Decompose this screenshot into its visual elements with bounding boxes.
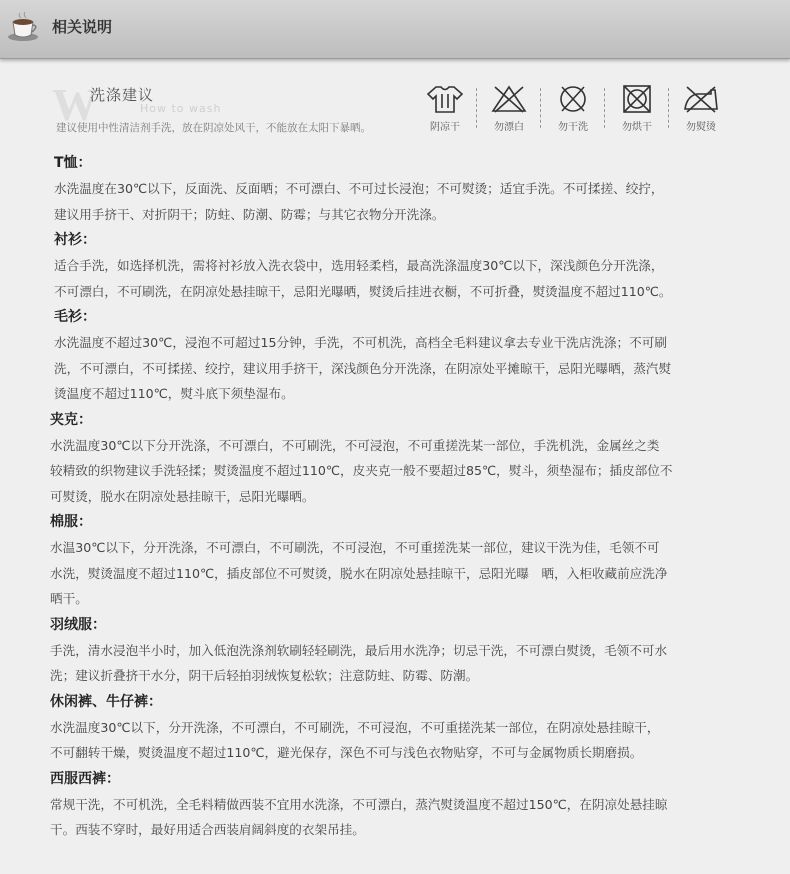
section-line: 手洗，清水浸泡半小时，加入低泡洗涤剂软刷轻轻刷洗，最后用水洗净；切忌干洗，不可漂白熨烫，毛领不可水 — [50, 642, 668, 658]
header-bar — [0, 0, 790, 59]
section-title: 夹克： — [50, 411, 92, 428]
care-item-no-iron — [676, 84, 726, 133]
section-down-jacket — [0, 612, 790, 689]
section-title: 羽绒服： — [50, 616, 106, 633]
section-tshirt — [0, 150, 790, 227]
wash-watermark: W — [52, 79, 96, 130]
care-label: 勿漂白 — [494, 122, 524, 133]
section-title: 衬衫： — [54, 232, 96, 248]
section-line: 不可翻转干燥，熨烫温度不超过110℃，避光保存，深色不可与浅色衣物贴穿，不可与金属物质长期磨损。 — [50, 745, 643, 760]
wash-description: 建议使用中性清洁剂手洗，放在阴凉处风干，不能放在太阳下暴晒。 — [56, 122, 371, 134]
divider — [476, 88, 477, 128]
section-line: 不可漂白，不可刷洗，在阴凉处悬挂晾干，忌阳光曝晒，熨烫后挂进衣橱，不可折叠，熨烫温度不超过110℃。 — [54, 283, 672, 299]
section-title: 西服西裤： — [50, 770, 120, 787]
section-line: 常规干洗，不可机洗，全毛料精做西装不宜用水洗涤，不可漂白，蒸汽熨烫温度不超过150℃，在阴凉处悬挂晾 — [50, 796, 668, 812]
divider — [668, 88, 669, 128]
divider — [540, 88, 541, 128]
section-title: 休闲裤、牛仔裤： — [50, 693, 162, 710]
section-line: 可熨烫，脱水在阴凉处悬挂晾干，忌阳光曝晒。 — [50, 488, 315, 504]
care-item-no-bleach — [484, 84, 534, 133]
care-label: 勿熨烫 — [686, 122, 716, 133]
section-title: T恤： — [54, 155, 92, 171]
section-line: 水洗温度30℃以下，分开洗涤，不可漂白，不可刷洗，不可浸泡，不可重搓洗某一部位，在阴凉处悬挂晾干， — [50, 719, 660, 735]
section-line: 洗，不可漂白，不可揉搓、绞拧，建议用手挤干，深浅颜色分开洗涤，在阴凉处平摊晾干，忌阳光曝晒，蒸汽熨 — [54, 360, 672, 376]
care-item-no-tumble-dry — [612, 84, 662, 133]
no-bleach-icon — [490, 84, 528, 114]
section-line: 晒干。 — [50, 591, 88, 606]
no-iron-icon — [681, 84, 721, 114]
care-label: 阴凉干 — [430, 122, 460, 133]
section-line: 水洗温度不超过30℃，浸泡不可超过15分钟，手洗，不可机洗，高档全毛料建议拿去专业干洗店洗涤；不可刷 — [54, 335, 667, 350]
care-label: 勿烘干 — [622, 122, 652, 133]
section-title: 棉服： — [50, 514, 92, 530]
section-suit — [0, 766, 790, 843]
divider — [604, 88, 605, 128]
section-line: 洗；建议折叠挤干水分，阴干后轻拍羽绒恢复松软；注意防蛀、防霉、防潮。 — [50, 668, 479, 683]
care-label: 勿干洗 — [558, 122, 588, 133]
section-jacket — [0, 407, 790, 510]
no-tumble-dry-icon — [618, 84, 656, 114]
page-title: 相关说明 — [52, 18, 113, 36]
care-instructions — [0, 150, 790, 843]
care-item-shade-dry — [420, 84, 470, 133]
section-line: 适合手洗，如选择机洗，需将衬衫放入洗衣袋中，选用轻柔档，最高洗涤温度30℃以下，深浅颜色分开洗涤， — [54, 258, 664, 273]
care-item-no-dry-clean — [548, 84, 598, 133]
section-sweater — [0, 304, 790, 407]
section-line: 水洗温度在30℃以下，反面洗、反面晒；不可漂白、不可过长浸泡；不可熨烫；适宜手洗。不可揉搓、绞拧， — [54, 181, 664, 196]
section-line: 较精致的织物建议手洗轻揉；熨烫温度不超过110℃，皮夹克一般不要超过85℃，熨斗，须垫湿布；插皮部位不 — [50, 463, 673, 478]
section-line: 干。西装不穿时，最好用适合西装肩阔斜度的衣架吊挂。 — [50, 822, 365, 837]
section-line: 水洗，熨烫温度不超过110℃，插皮部位不可熨烫，脱水在阴凉处悬挂晾干，忌阳光曝 晒，入柜收藏前应洗净 — [50, 565, 668, 581]
section-title: 毛衫： — [54, 309, 96, 325]
tshirt-icon — [426, 84, 464, 114]
coffee-cup-icon — [6, 10, 40, 44]
section-line: 烫温度不超过110℃，熨斗底下须垫湿布。 — [54, 386, 294, 401]
section-line: 水温30℃以下，分开洗涤，不可漂白，不可刷洗，不可浸泡，不可重搓洗某一部位，建议干洗为佳，毛领不可 — [50, 540, 660, 555]
no-dry-clean-icon — [554, 84, 592, 114]
wash-suggestion-panel — [0, 70, 790, 150]
section-casual-pants — [0, 689, 790, 766]
wash-title-en: How to wash — [140, 102, 222, 115]
section-cotton-coat — [0, 509, 790, 612]
wash-title: 洗涤建议 — [90, 86, 155, 104]
section-shirt — [0, 227, 790, 304]
section-line: 建议用手挤干、对折阴干；防蛀、防潮、防霉；与其它衣物分开洗涤。 — [54, 206, 445, 222]
section-line: 水洗温度30℃以下分开洗涤，不可漂白，不可刷洗，不可浸泡，不可重搓洗某一部位，手洗机洗，金属丝之类 — [50, 437, 660, 453]
